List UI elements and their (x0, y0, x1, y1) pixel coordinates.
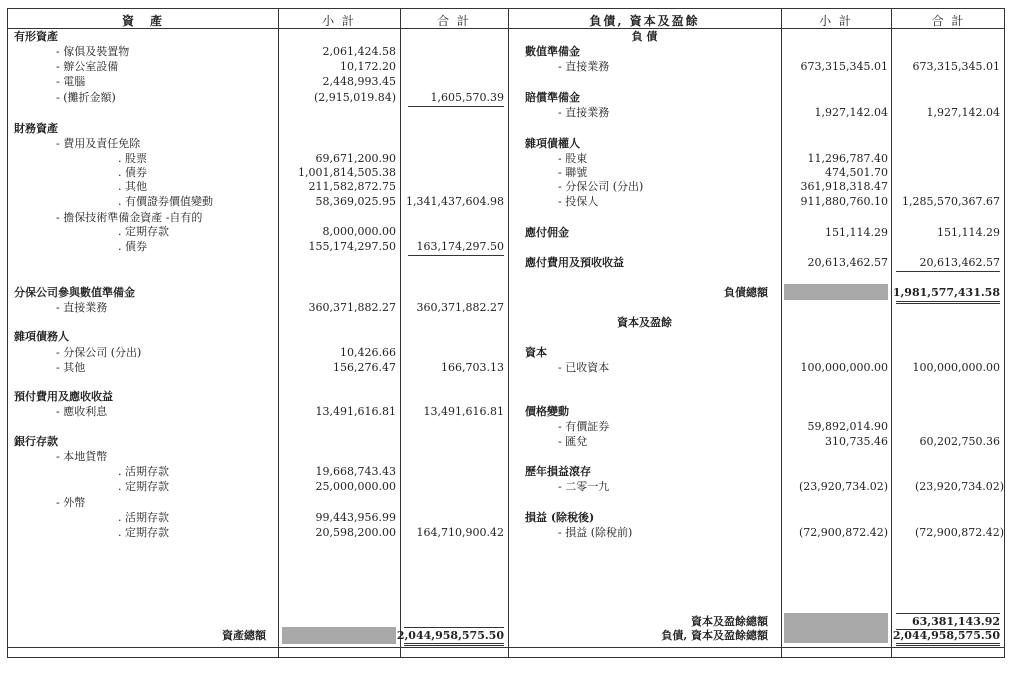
row-total: 164,710,900.42 (416, 526, 504, 539)
capital-total: 63,381,143.92 (911, 615, 1000, 628)
row-label: - 直接業務 (558, 60, 610, 73)
header-assets: 資 產 (121, 14, 164, 28)
row-subtotal: 1,001,814,505.38 (298, 166, 396, 179)
row-label: 應付佣金 (525, 226, 569, 239)
row-label: - 分保公司 (分出) (56, 346, 142, 359)
row-total: 360,371,882.27 (416, 301, 504, 314)
row-label: - 有價証券 (558, 420, 610, 433)
row-subtotal: 20,598,200.00 (315, 526, 396, 539)
row-label: 數值準備金 (525, 45, 580, 58)
row-label: - 直接業務 (558, 106, 610, 119)
row-subtotal: 20,613,462.57 (807, 256, 888, 269)
row-label: - 傢俱及裝置物 (56, 45, 130, 58)
row-label: 價格變動 (525, 405, 569, 418)
header-subtotal-left: 小 計 (322, 14, 356, 28)
row-label: - 電腦 (56, 75, 86, 88)
balance-sheet (7, 8, 1005, 658)
row-total: 100,000,000.00 (912, 361, 1000, 374)
header-liabilities: 負債, 資本及盈餘 (589, 14, 700, 28)
row-label: - 外幣 (56, 496, 86, 509)
capital-total-label: 資本及盈餘總額 (691, 615, 768, 628)
liabilities-total-label: 負債總額 (724, 286, 768, 299)
row-label: - 本地貨幣 (56, 450, 108, 463)
row-subtotal: 211,582,872.75 (308, 180, 396, 193)
row-total: (23,920,734.02) (914, 480, 1004, 493)
row-total: 1,605,570.39 (430, 91, 504, 104)
row-subtotal: 10,426.66 (340, 346, 396, 359)
row-label: . 定期存款 (118, 526, 169, 539)
grand-total: 2,044,958,575.50 (892, 629, 1000, 642)
row-label: - (攤折金額) (56, 91, 116, 104)
row-label: 損益 (除稅後) (525, 511, 595, 524)
row-label: . 有價證券價值變動 (118, 195, 213, 208)
section-capital: 資本及盈餘 (617, 316, 672, 329)
row-label: 財務資產 (14, 122, 58, 135)
row-subtotal: 911,880,760.10 (800, 195, 888, 208)
row-label: 預付費用及應收收益 (14, 390, 113, 403)
row-subtotal: 11,296,787.40 (807, 152, 888, 165)
row-subtotal: 151,114.29 (825, 226, 888, 239)
row-subtotal: (23,920,734.02) (798, 480, 888, 493)
row-total: 60,202,750.36 (919, 435, 1000, 448)
row-subtotal: (72,900,872.42) (798, 526, 888, 539)
row-label: - 應收利息 (56, 405, 108, 418)
row-label: 銀行存款 (14, 435, 58, 448)
row-label: 分保公司參與數值準備金 (14, 286, 135, 299)
row-total: 20,613,462.57 (919, 256, 1000, 269)
row-subtotal: 8,000,000.00 (322, 225, 396, 238)
section-liabilities: 負 債 (631, 30, 658, 43)
row-total: 163,174,297.50 (416, 240, 504, 253)
row-subtotal: 2,448,993.45 (322, 75, 396, 88)
row-subtotal: 2,061,424.58 (322, 45, 396, 58)
row-label: - 投保人 (558, 195, 599, 208)
shaded-cell (784, 613, 888, 643)
row-label: 應付費用及預收收益 (525, 256, 624, 269)
assets-total-label: 資產總額 (222, 629, 266, 642)
row-label: . 債券 (118, 240, 147, 253)
row-label: - 擔保技術準備金資產 -自有的 (56, 211, 203, 224)
row-subtotal: 155,174,297.50 (308, 240, 396, 253)
row-subtotal: 673,315,345.01 (800, 60, 888, 73)
row-label: . 債券 (118, 166, 147, 179)
row-label: - 已收資本 (558, 361, 610, 374)
row-subtotal: 474,501.70 (825, 166, 888, 179)
row-label: - 匯兌 (558, 435, 588, 448)
row-total: 151,114.29 (937, 226, 1000, 239)
row-label: - 二零一九 (558, 480, 610, 493)
row-subtotal: 10,172.20 (340, 60, 396, 73)
row-label: - 聯號 (558, 166, 588, 179)
header-total-left: 合 計 (437, 14, 471, 28)
row-label: - 費用及責任免除 (56, 137, 141, 150)
row-label: . 其他 (118, 180, 147, 193)
row-subtotal: 58,369,025.95 (315, 195, 396, 208)
row-label: 有形資產 (14, 30, 58, 43)
row-subtotal: 69,671,200.90 (315, 152, 396, 165)
row-total: 166,703.13 (441, 361, 504, 374)
row-total: 673,315,345.01 (912, 60, 1000, 73)
row-label: 資本 (525, 346, 547, 359)
row-label: - 辦公室設備 (56, 60, 119, 73)
row-subtotal: 361,918,318.47 (800, 180, 888, 193)
row-label: - 其他 (56, 361, 86, 374)
row-label: . 定期存款 (118, 225, 169, 238)
row-label: . 定期存款 (118, 480, 169, 493)
row-subtotal: 59,892,014.90 (807, 420, 888, 433)
row-label: - 股東 (558, 152, 588, 165)
row-label: - 分保公司 (分出) (558, 180, 644, 193)
row-subtotal: (2,915,019.84) (313, 91, 396, 104)
row-label: 歷年損益滾存 (525, 465, 591, 478)
row-label: 雜項債務人 (14, 330, 69, 343)
shaded-cell (282, 627, 396, 644)
row-subtotal: 310,735.46 (825, 435, 888, 448)
row-subtotal: 99,443,956.99 (315, 511, 396, 524)
row-subtotal: 19,668,743.43 (315, 465, 396, 478)
liabilities-total: 1,981,577,431.58 (892, 286, 1000, 299)
row-subtotal: 156,276.47 (333, 361, 396, 374)
row-total: 1,927,142.04 (926, 106, 1000, 119)
row-label: 賠償準備金 (525, 91, 580, 104)
grand-total-label: 負債, 資本及盈餘總額 (661, 629, 768, 642)
row-label: . 股票 (118, 152, 147, 165)
header-total-right: 合 計 (931, 14, 966, 28)
row-label: . 活期存款 (118, 511, 169, 524)
shaded-cell (784, 284, 888, 300)
row-subtotal: 13,491,616.81 (315, 405, 396, 418)
row-total: 13,491,616.81 (423, 405, 504, 418)
row-total: (72,900,872.42) (914, 526, 1004, 539)
row-subtotal: 360,371,882.27 (308, 301, 396, 314)
row-label: . 活期存款 (118, 465, 169, 478)
row-subtotal: 25,000,000.00 (315, 480, 396, 493)
assets-total: 2,044,958,575.50 (396, 629, 504, 642)
row-label: - 損益 (除稅前) (558, 526, 633, 539)
row-subtotal: 100,000,000.00 (800, 361, 888, 374)
row-label: 雜項債權人 (525, 137, 580, 150)
row-subtotal: 1,927,142.04 (814, 106, 888, 119)
row-total: 1,341,437,604.98 (406, 195, 504, 208)
row-label: - 直接業務 (56, 301, 108, 314)
row-total: 1,285,570,367.67 (902, 195, 1000, 208)
header-subtotal-right: 小 計 (819, 14, 853, 28)
